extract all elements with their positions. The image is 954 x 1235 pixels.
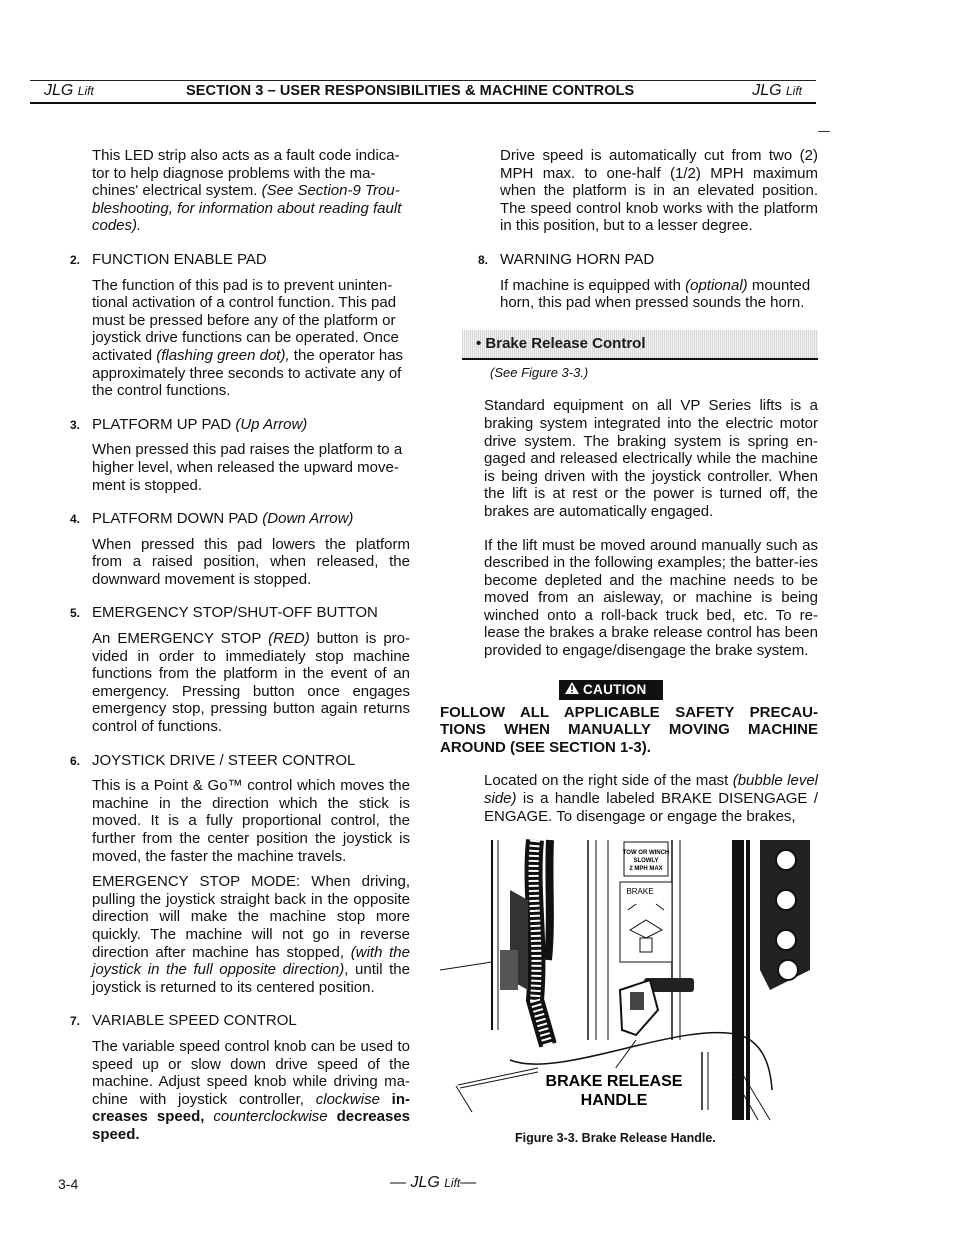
placard-brake-text: BRAKE [626,887,654,896]
see-figure-note: (See Figure 3-3.) [490,364,589,380]
item-body-emergency-mode: EMERGENCY STOP MODE: When driving, pulling the joystick straight back in the opposite direction will make the machine stop more quickly. The machine will not go in reverse direction after machine has stopped, (with the joystick in the full opposite direction), until the joystick is returned to its centered position. [92,873,410,996]
manual-move-paragraph: If the lift must be moved around manually such as described in the following examples; the batter-ies become depleted and the machine needs to be moved from an aisleway, or machine is being winched onto a roll-back truck bed, etc. To re-lease the brakes a brake release control has been provided to engage/disengage the brake system. [484,536,818,660]
figure-caption: Figure 3-3. Brake Release Handle. [515,1131,716,1145]
item-title: FUNCTION ENABLE PAD [92,250,267,268]
placard-text: SLOWLY [633,858,659,864]
section-heading-brake-release: • Brake Release Control [462,330,818,360]
margin-mark [818,131,830,132]
caution-label: CAUTION [559,680,663,700]
brake-handle-illustration [440,830,820,1125]
item-body: The function of this pad is to prevent uninten-tional activation of a control function. This pad must be pressed before any of the platform or joystick drive functions can be operated. Once activated (flashing green dot), the operator has approximately three seconds to activate any of the control functions. [92,276,404,400]
item-body: If machine is equipped with (optional) mounted horn, this pad when pressed sounds the horn. [500,276,811,312]
item-platform-down: 4. PLATFORM DOWN PAD (Down Arrow) When pressed this pad lowers the platform from a raised position, when released, the downward movement is stopped. [70,510,410,588]
item-title: EMERGENCY STOP/SHUT-OFF BUTTON [92,604,378,622]
caution-text: FOLLOW ALL APPLICABLE SAFETY PRECAU-TIONS WHEN MANUALLY MOVING MACHINE AROUND (SEE SECTION 1-3). [440,703,818,756]
header-top-rule [30,80,816,81]
page-number: 3-4 [58,1176,79,1192]
item-title: JOYSTICK DRIVE / STEER CONTROL [92,751,356,769]
right-column [440,147,818,825]
item-function-enable: 2. FUNCTION ENABLE PAD The function of this pad is to prevent uninten-tional activation of a control function. This pad must be pressed before any of the platform or joystick drive functions can be operated. Once activated (flashing green dot), the operator has approximately three seconds to activate any of the control functions. [92,251,410,400]
item-platform-up: 3. PLATFORM UP PAD (Up Arrow) When pressed this pad raises the platform to a higher level, when released the upward move-ment is stopped. [92,416,410,494]
figure-label-line1: BRAKE RELEASE [545,1073,683,1090]
brake-release-figure [440,830,820,1125]
item-title: PLATFORM UP PAD (Up Arrow) [92,415,308,433]
header-bottom-rule [30,102,816,104]
item-title: WARNING HORN PAD [500,250,655,268]
led-strip-paragraph: This LED strip also acts as a fault code indica-tor to help diagnose problems with the ma-chines' electrical system. (See Section-9 Trou-bleshooting, for information about reading fault codes). [92,147,402,235]
header-right-brand: JLG Lift [752,82,802,99]
warning-triangle-icon [565,680,579,700]
page-header [30,80,816,104]
item-body: An EMERGENCY STOP (RED) button is pro-vided in order to immediately stop machine functions from the platform in the event of an emergency. Pressing button once engages emergency stop, pressing button again returns control of functions. [92,630,411,736]
item-title: VARIABLE SPEED CONTROL [92,1012,297,1030]
item-emergency-stop: 5. EMERGENCY STOP/SHUT-OFF BUTTON An EMERGENCY STOP (RED) button is pro-vided in order to immediately stop machine functions from the platform in the event of an emergency. Pressing button once engages emergency stop, pressing button again returns control of functions. [70,604,411,736]
item-joystick: 6. JOYSTICK DRIVE / STEER CONTROL This is a Point & Go™ control which moves the machine in the direction which the stick is moved. It is a fully proportional control, the further from the center position the joystick is moved, the faster the machine travels. EMERGENCY STOP MODE: When driving, pulling the joystick straight back in the opposite direction will make the machine stop more quickly. The machine will not go in reverse direction after machine has stopped, (with the joystick in the full opposite direction), until the joystick is returned to its centered position. [70,751,410,996]
figure-label-line2: HANDLE [580,1092,648,1109]
item-warning-horn: 8. WARNING HORN PAD If machine is equipped with (optional) mounted horn, this pad when pressed sounds the horn. [500,251,818,312]
item-body: This is a Point & Go™ control which moves the machine in the direction which the stick is moved. It is a fully proportional control, the further from the center position the joystick is moved, the faster the machine travels. [92,777,410,865]
placard-text: TOW OR WINCH [622,850,670,856]
brake-system-paragraph: Standard equipment on all VP Series lifts is a braking system integrated into the electric motor drive system. The braking system is spring en-gaged and released electrically while the machine is being driven with the joystick controller. When the lift is at rest or the power is turned off, the brakes are automatically engaged. [484,397,818,520]
header-left-brand: JLG Lift [44,82,94,99]
item-body: When pressed this pad raises the platform to a higher level, when released the upward move-ment is stopped. [92,441,403,494]
handle-location-paragraph: Located on the right side of the mast (bubble level side) is a handle labeled BRAKE DISENGAGE / ENGAGE. To disengage or engage the brakes, [484,772,818,825]
footer-brand: — JLG Lift— [390,1174,477,1191]
drive-speed-paragraph: Drive speed is automatically cut from two (2) MPH max. to one-half (1/2) MPH maximum when the platform is in an elevated position. The speed control knob works with the platform in this position, but to a lesser degree. [500,147,818,235]
item-variable-speed: 7. VARIABLE SPEED CONTROL The variable speed control knob can be used to speed up or slow down drive speed of the machine. Adjust speed knob while driving ma-chine with joystick controller, clockwise in-creases speed, counterclockwise decreases speed. [70,1012,411,1143]
item-body: When pressed this pad lowers the platform from a raised position, when released, the downward movement is stopped. [92,535,410,588]
item-title: PLATFORM DOWN PAD (Down Arrow) [92,510,354,528]
placard-text: 2 MPH MAX [629,866,663,872]
left-column [58,147,410,1144]
header-section-title: SECTION 3 – USER RESPONSIBILITIES & MACHINE CONTROLS [186,83,635,99]
item-body: The variable speed control knob can be used to speed up or slow down drive speed of the machine. Adjust speed knob while driving ma-chine with joystick controller, clockwise in-creases speed, counterclockwise decreases speed. [92,1037,411,1143]
